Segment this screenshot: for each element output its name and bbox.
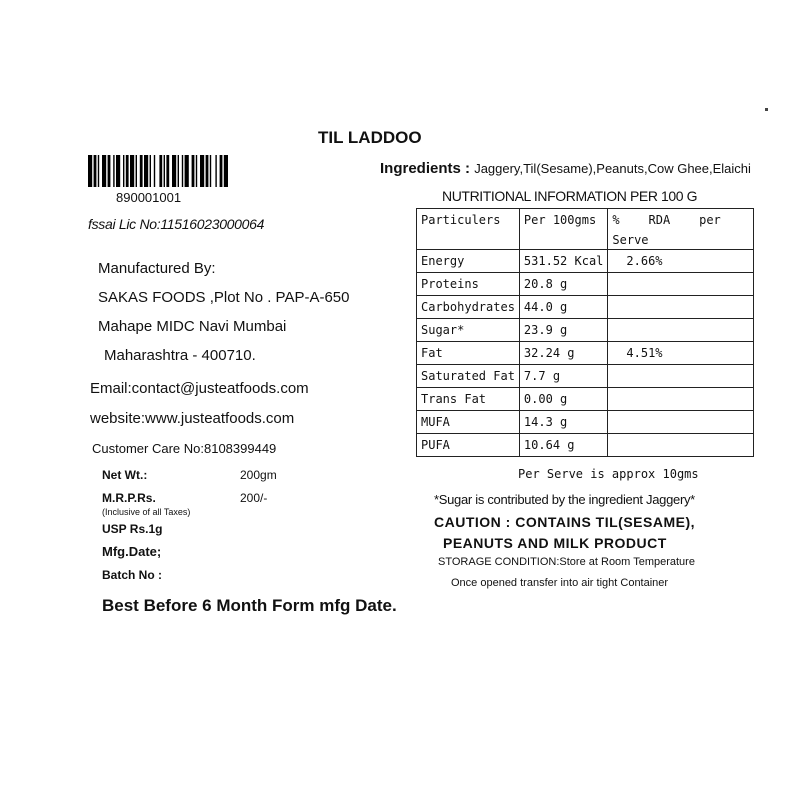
net-weight-value: 200gm [240,468,277,482]
nutrition-row [417,342,754,365]
nutrient-rda [608,411,754,434]
header-particulars: Particulers [417,209,520,250]
nutrient-name: Proteins [417,273,520,296]
manufacturer-heading: Manufactured By: [98,260,216,277]
sugar-note: *Sugar is contributed by the ingredient Jaggery* [434,492,695,507]
usp-text: USP Rs.1g [102,522,163,536]
nutrient-value: 32.24 g [519,342,607,365]
best-before: Best Before 6 Month Form mfg Date. [102,596,397,615]
barcode-bar [206,155,209,187]
serve-note: Per Serve is approx 10gms [518,467,699,481]
nutrition-row [417,434,754,457]
nutrient-name: PUFA [417,434,520,457]
barcode-bar [192,155,195,187]
barcode-bar [102,155,106,187]
mfg-date-label: Mfg.Date; [102,544,162,559]
barcode-bar [108,155,111,187]
nutrition-row [417,365,754,388]
ingredients-line [380,160,751,177]
net-weight-label: Net Wt.: [102,468,148,482]
nutrition-table [416,208,754,457]
barcode-bar [144,155,148,187]
barcode-bar [224,155,228,187]
customer-care: Customer Care No:8108399449 [92,441,277,456]
header-rda [608,209,754,250]
storage-line1: STORAGE CONDITION:Store at Room Temperature [438,556,695,568]
nutrient-name: Fat [417,342,520,365]
header-rda-label: % RDA per [612,213,721,227]
nutrition-row [417,388,754,411]
barcode-bar [88,155,92,187]
barcode-bar [136,155,137,187]
fssai-license: fssai Lic No:11516023000064 [88,216,265,232]
caution-line2: PEANUTS AND MILK PRODUCT [443,535,667,551]
barcode-bar [178,155,179,187]
mrp-label: M.R.P.Rs. [102,491,156,505]
nutrient-rda [608,319,754,342]
barcode-bar [164,155,165,187]
manufacturer-line1: SAKAS FOODS ,Plot No . PAP-A-650 [98,289,350,306]
nutrition-row [417,296,754,319]
tax-note: (Inclusive of all Taxes) [102,507,191,517]
barcode-bar [172,155,176,187]
barcode-bar [185,155,189,187]
storage-line2: Once opened transfer into air tight Container [451,577,669,589]
nutrient-value: 23.9 g [519,319,607,342]
barcode-bar [140,155,143,187]
nutrient-name: Trans Fat [417,388,520,411]
nutrient-value: 0.00 g [519,388,607,411]
manufacturer-line3: Maharashtra - 400710. [104,347,256,364]
barcode-bar [182,155,183,187]
nutrition-row [417,319,754,342]
ingredients-value: Jaggery,Til(Sesame),Peanuts,Cow Ghee,Elaichi [474,161,751,176]
barcode-bar [113,155,114,187]
barcode-bar [123,155,124,187]
nutrient-value: 20.8 g [519,273,607,296]
barcode-bar [220,155,223,187]
nutrient-rda: 2.66% [608,250,754,273]
nutrition-header-row [417,209,754,250]
nutrient-rda [608,273,754,296]
nutrient-rda [608,296,754,319]
product-title: TIL LADDOO [318,128,422,147]
nutrient-name: Carbohydrates [417,296,520,319]
ingredients-label: Ingredients : [380,160,471,177]
nutrient-value: 531.52 Kcal [519,250,607,273]
barcode-bar [150,155,151,187]
nutrient-name: Energy [417,250,520,273]
nutrition-row [417,273,754,296]
barcode-bar [98,155,99,187]
barcode-bar [126,155,129,187]
barcode [88,155,288,187]
nutrient-rda [608,388,754,411]
nutrient-value: 7.7 g [519,365,607,388]
barcode-bar [130,155,134,187]
nutrient-name: MUFA [417,411,520,434]
barcode-number: 890001001 [116,190,182,205]
nutrient-name: Saturated Fat [417,365,520,388]
nutrition-heading: NUTRITIONAL INFORMATION PER 100 G [442,188,698,204]
header-rda-serve: Serve [612,233,649,247]
barcode-bar [94,155,97,187]
contact-email: Email:contact@justeatfoods.com [90,380,309,397]
nutrient-value: 44.0 g [519,296,607,319]
contact-website: website:www.justeatfoods.com [90,410,295,427]
nutrient-value: 14.3 g [519,411,607,434]
barcode-bar [210,155,211,187]
nutrient-rda [608,434,754,457]
manufacturer-line2: Mahape MIDC Navi Mumbai [98,318,287,335]
header-per-100g: Per 100gms [519,209,607,250]
stray-dot [765,108,768,111]
nutrient-rda [608,365,754,388]
barcode-bar [116,155,120,187]
caution-line1: CAUTION : CONTAINS TIL(SESAME), [434,514,696,530]
barcode-bar [159,155,162,187]
nutrient-value: 10.64 g [519,434,607,457]
barcode-bar [215,155,216,187]
barcode-bar [200,155,204,187]
batch-no-label: Batch No : [102,568,162,582]
barcode-bar [154,155,155,187]
nutrient-name: Sugar* [417,319,520,342]
nutrition-row [417,411,754,434]
nutrient-rda: 4.51% [608,342,754,365]
mrp-value: 200/- [240,491,268,505]
nutrition-row [417,250,754,273]
barcode-bar [166,155,169,187]
barcode-bar [196,155,197,187]
